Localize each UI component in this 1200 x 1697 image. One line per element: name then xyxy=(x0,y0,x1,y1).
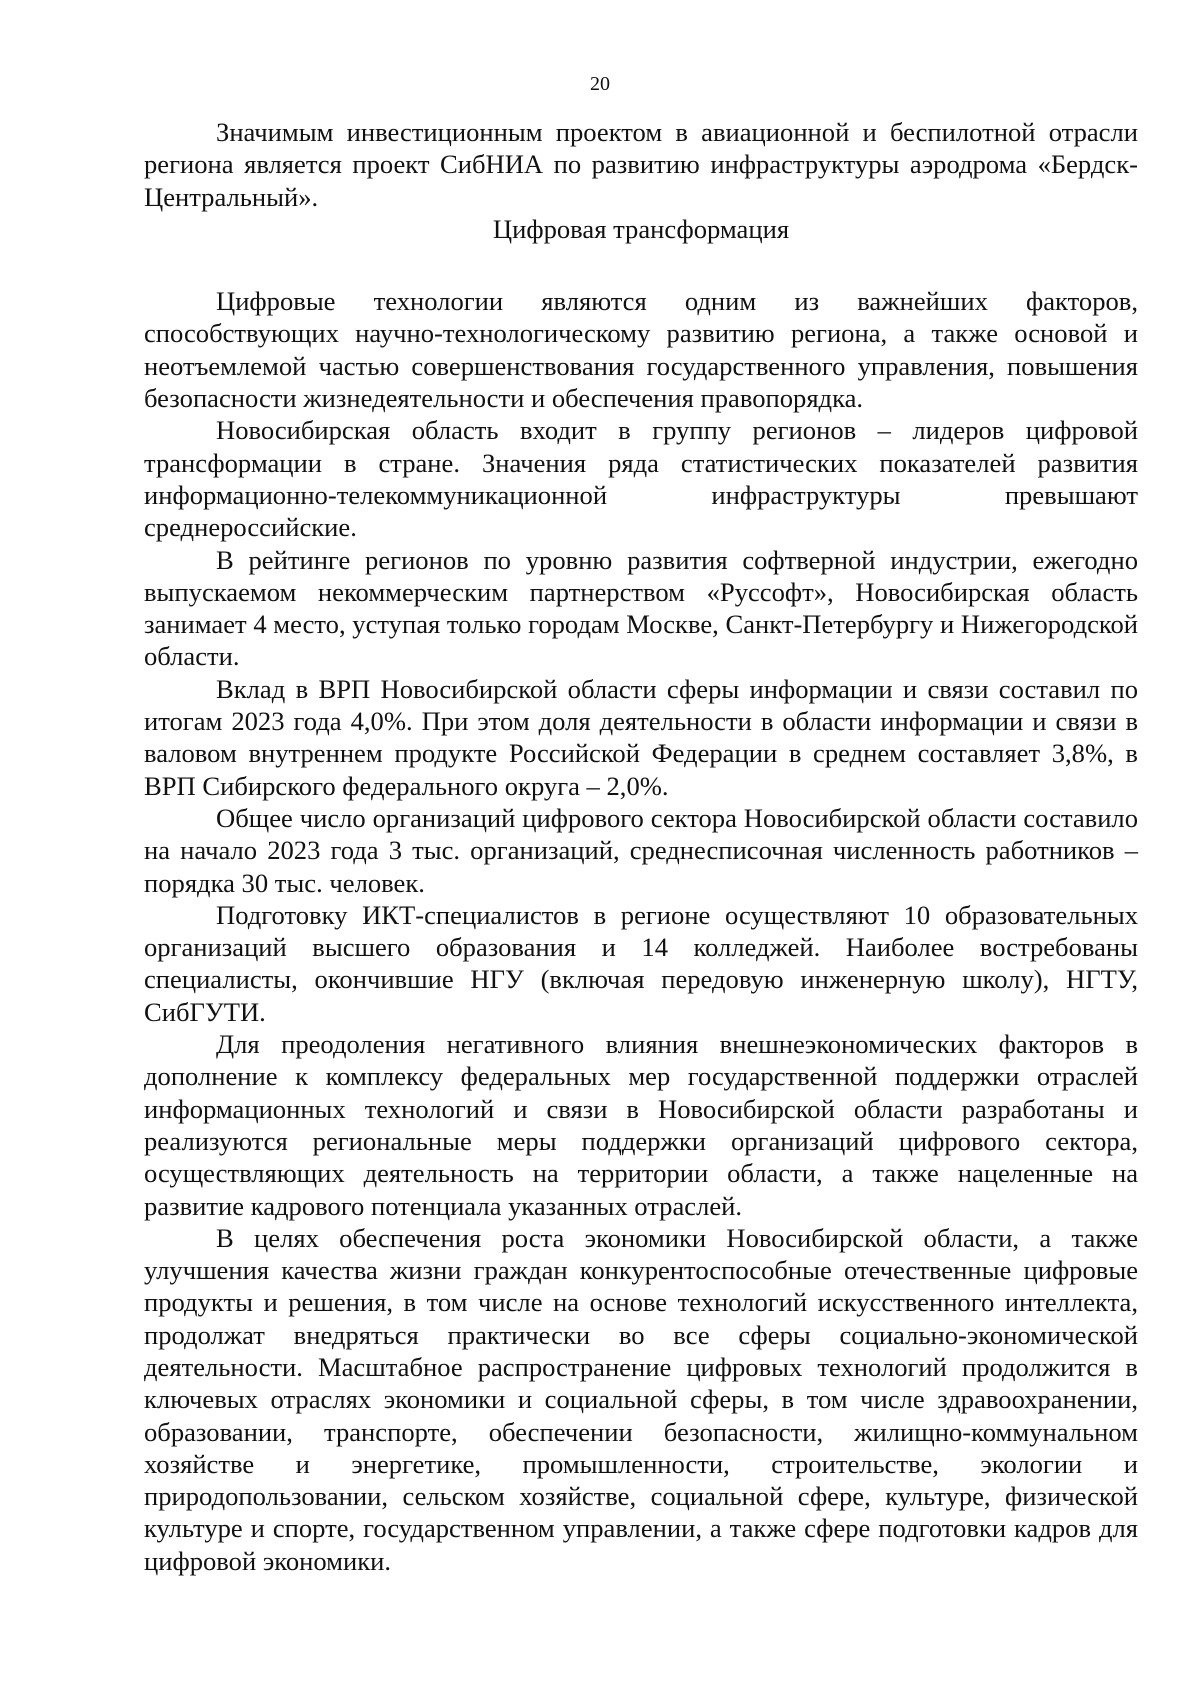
paragraph-organizations-count: Общее число организаций цифрового сектора Новосибирской области составило на начало 2023 года 3 тыс. организаций, среднесписочная численность работников – порядка 30 тыс. человек. xyxy=(144,802,1138,898)
page-number: 20 xyxy=(590,73,610,95)
paragraph-software-rating: В рейтинге регионов по уровню развития софтверной индустрии, ежегодно выпускаемом некоммерческим партнерством «Руссофт», Новосибирская область занимает 4 место, уступая только городам Москве, Санкт-Петербургу и Нижегородской области. xyxy=(144,544,1138,672)
section-heading: Цифровая трансформация xyxy=(492,213,790,244)
document-body xyxy=(144,116,1138,1577)
paragraph-support-measures: Для преодоления негативного влияния внешнеэкономических факторов в дополнение к комплексу федеральных мер государственной поддержки отраслей информационных технологий и связи в Новосибирской области разработаны и реализуются региональные меры поддержки организаций цифрового сектора, осуществляющих деятельность на территории области, а также нацеленные на развитие кадрового потенциала указанных отраслей. xyxy=(144,1029,1138,1221)
paragraph-ict-training: Подготовку ИКТ-специалистов в регионе осуществляют 10 образовательных организаций высшего образования и 14 колледжей. Наиболее востребованы специалисты, окончившие НГУ (включая передовую инженерную школу), НГТУ, СибГУТИ. xyxy=(144,899,1138,1027)
heading-spacing xyxy=(144,245,1138,285)
paragraph-economic-growth: В целях обеспечения роста экономики Новосибирской области, а также улучшения качества жизни граждан конкурентоспособные отечественные цифровые продукты и решения, в том числе на основе технологий искусственного интеллекта, продолжат внедряться практически во все сферы социально-экономической деятельности. Масштабное распространение цифровых технологий продолжится в ключевых отраслях экономики и социальной сферы, в том числе здравоохранении, образовании, транспорте, обеспечении безопасности, жилищно-коммунальном хозяйстве и энергетике, промышленности, строительстве, экологии и природопользовании, сельском хозяйстве, социальной сфере, культуре, физической культуре и спорте, государственном управлении, а также сфере подготовки кадров для цифровой экономики. xyxy=(144,1222,1138,1576)
intro-paragraph: Значимым инвестиционным проектом в авиационной и беспилотной отрасли региона является проект СибНИА по развитию инфраструктуры аэродрома «Бердск-Центральный». xyxy=(144,117,1138,212)
paragraph-grp-contribution: Вклад в ВРП Новосибирской области сферы информации и связи составил по итогам 2023 года 4,0%. При этом доля деятельности в области информации и связи в валовом внутреннем продукте Российской Федерации в среднем составляет 3,8%, в ВРП Сибирского федерального округа – 2,0%. xyxy=(144,673,1138,801)
paragraph-digital-technologies: Цифровые технологии являются одним из важнейших факторов, способствующих научно-технологическому развитию региона, а также основой и неотъемлемой частью совершенствования государственного управления, повышения безопасности жизнедеятельности и обеспечения правопорядка. xyxy=(144,286,1138,414)
paragraph-regional-leaders: Новосибирская область входит в группу регионов – лидеров цифровой трансформации в стране. Значения ряда статистических показателей развития информационно-телекоммуникационной инфраструктуры превышают среднероссийские. xyxy=(144,415,1138,543)
